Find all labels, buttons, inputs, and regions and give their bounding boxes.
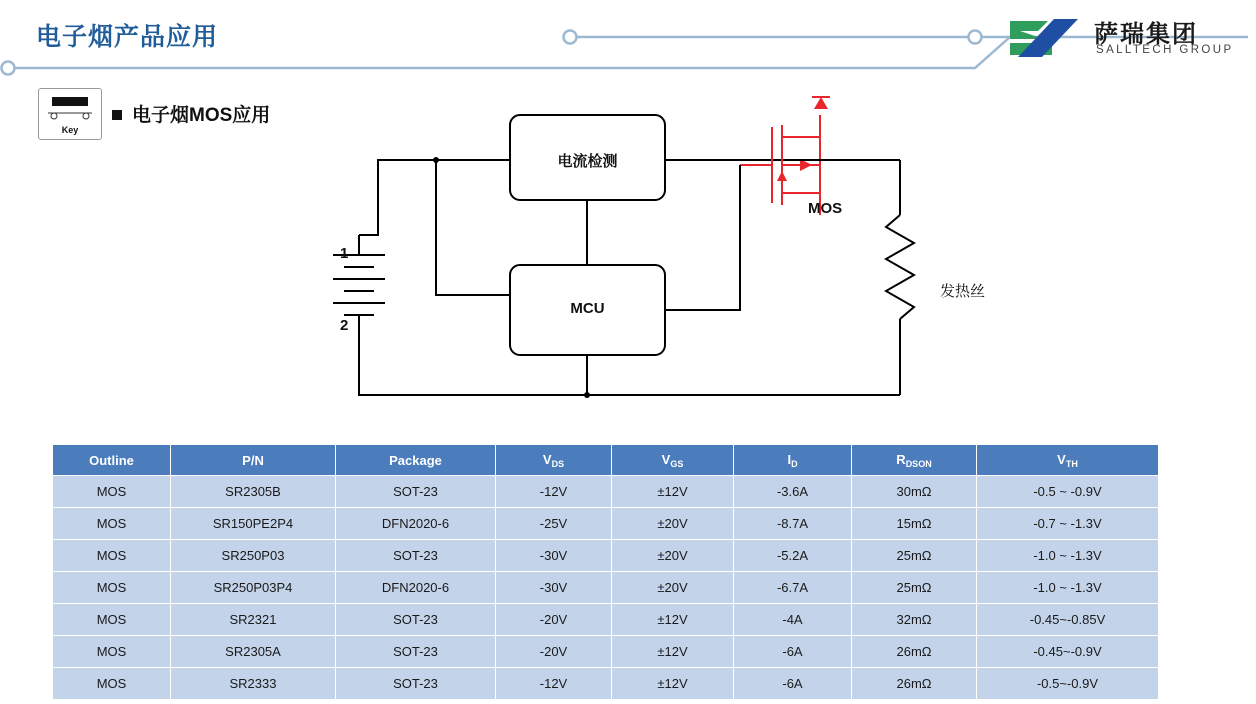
cell-outline: MOS: [53, 604, 171, 636]
square-bullet-icon: [112, 110, 122, 120]
cell-rdson: 32mΩ: [852, 604, 977, 636]
page-title: 电子烟产品应用: [36, 23, 219, 51]
cell-id: -5.2A: [734, 540, 852, 572]
key-chip-icon: [38, 88, 102, 140]
col-header-package-text: Package: [389, 452, 442, 468]
col-header-vgs-text: V: [661, 451, 671, 467]
cell-package: SOT-23: [336, 476, 496, 508]
col-header-vth: [977, 445, 1159, 476]
cell-pn: SR250P03P4: [171, 572, 336, 604]
col-header-pn: [171, 445, 336, 476]
chip-pins-icon: [40, 107, 100, 121]
cell-outline: MOS: [53, 508, 171, 540]
battery-terminal-2-label: 2: [340, 317, 349, 334]
cell-outline: MOS: [53, 540, 171, 572]
cell-pn: SR250P03: [171, 540, 336, 572]
cell-package: SOT-23: [336, 668, 496, 700]
chip-body-icon: [52, 97, 88, 106]
cell-outline: MOS: [53, 668, 171, 700]
cell-vgs: ±20V: [612, 540, 734, 572]
logo-text-en: SALLTECH GROUP: [1096, 44, 1234, 56]
cell-id: -6.7A: [734, 572, 852, 604]
col-header-id-text: I: [787, 451, 792, 467]
cell-vth: -0.7 ~ -1.3V: [977, 508, 1159, 540]
cell-vth: -0.5~-0.9V: [977, 668, 1159, 700]
cell-vds: -20V: [496, 604, 612, 636]
cell-rdson: 26mΩ: [852, 636, 977, 668]
col-header-vgs-sub: GS: [670, 458, 684, 469]
col-header-vth-text: V: [1057, 451, 1066, 467]
col-header-vds-text: V: [542, 451, 552, 467]
col-header-rdson-sub: DSON: [905, 458, 932, 469]
col-header-vds-sub: DS: [551, 458, 565, 469]
col-header-package: [336, 445, 496, 476]
cell-rdson: 26mΩ: [852, 668, 977, 700]
spec-table: [52, 444, 1159, 700]
cell-vgs: ±12V: [612, 636, 734, 668]
col-header-id-sub: D: [791, 458, 798, 469]
cell-id: -8.7A: [734, 508, 852, 540]
table-row: [53, 540, 1159, 572]
cell-vds: -25V: [496, 508, 612, 540]
section-title-text: 电子烟MOS应用: [132, 105, 271, 126]
cell-rdson: 30mΩ: [852, 476, 977, 508]
cell-package: DFN2020-6: [336, 508, 496, 540]
key-chip-label: Key: [61, 125, 79, 135]
table-row: [53, 668, 1159, 700]
col-header-outline-text: Outline: [89, 452, 134, 468]
cell-vth: -1.0 ~ -1.3V: [977, 572, 1159, 604]
salltech-logo-icon: [1008, 17, 1084, 59]
cell-id: -4A: [734, 604, 852, 636]
application-schematic: [300, 95, 1040, 435]
col-header-id: [734, 445, 852, 476]
table-row: [53, 636, 1159, 668]
cell-pn: SR2305B: [171, 476, 336, 508]
cell-vgs: ±20V: [612, 572, 734, 604]
cell-package: SOT-23: [336, 636, 496, 668]
cell-rdson: 15mΩ: [852, 508, 977, 540]
table-row: [53, 508, 1159, 540]
battery-terminal-1-label: 1: [340, 245, 349, 262]
cell-pn: SR2333: [171, 668, 336, 700]
cell-outline: MOS: [53, 572, 171, 604]
cell-id: -3.6A: [734, 476, 852, 508]
cell-vds: -12V: [496, 476, 612, 508]
cell-pn: SR150PE2P4: [171, 508, 336, 540]
table-row: [53, 476, 1159, 508]
mcu-block-label: MCU: [570, 300, 605, 317]
mos-label: MOS: [808, 200, 843, 217]
cell-vgs: ±12V: [612, 668, 734, 700]
col-header-pn-text: P/N: [242, 452, 264, 468]
cell-pn: SR2321: [171, 604, 336, 636]
cell-rdson: 25mΩ: [852, 540, 977, 572]
section-title: [112, 100, 270, 127]
col-header-vgs: [612, 445, 734, 476]
cell-rdson: 25mΩ: [852, 572, 977, 604]
table-body: [53, 476, 1159, 700]
logo-text-cn: 萨瑞集团: [1094, 21, 1198, 48]
cell-package: SOT-23: [336, 540, 496, 572]
cell-package: SOT-23: [336, 604, 496, 636]
cell-vds: -20V: [496, 636, 612, 668]
spec-table-wrapper: [52, 444, 1158, 700]
cell-id: -6A: [734, 636, 852, 668]
cell-vgs: ±20V: [612, 508, 734, 540]
current-sense-block-label: 电流检测: [557, 153, 618, 170]
col-header-outline: [53, 445, 171, 476]
page-header: [0, 0, 1256, 74]
table-header-row: [53, 445, 1159, 476]
cell-vth: -0.5 ~ -0.9V: [977, 476, 1159, 508]
schematic-svg: [300, 95, 1040, 435]
cell-id: -6A: [734, 668, 852, 700]
heater-label: 发热丝: [940, 283, 986, 300]
cell-vth: -0.45~-0.9V: [977, 636, 1159, 668]
cell-vgs: ±12V: [612, 604, 734, 636]
col-header-vth-sub: TH: [1065, 458, 1078, 469]
table-row: [53, 604, 1159, 636]
cell-vgs: ±12V: [612, 476, 734, 508]
cell-package: DFN2020-6: [336, 572, 496, 604]
col-header-rdson-text: R: [896, 451, 906, 467]
col-header-rdson: [852, 445, 977, 476]
col-header-vds: [496, 445, 612, 476]
cell-pn: SR2305A: [171, 636, 336, 668]
company-logo: [1008, 14, 1238, 62]
table-row: [53, 572, 1159, 604]
cell-vth: -1.0 ~ -1.3V: [977, 540, 1159, 572]
cell-vds: -30V: [496, 540, 612, 572]
cell-vds: -12V: [496, 668, 612, 700]
cell-vth: -0.45~-0.85V: [977, 604, 1159, 636]
cell-outline: MOS: [53, 636, 171, 668]
cell-outline: MOS: [53, 476, 171, 508]
cell-vds: -30V: [496, 572, 612, 604]
